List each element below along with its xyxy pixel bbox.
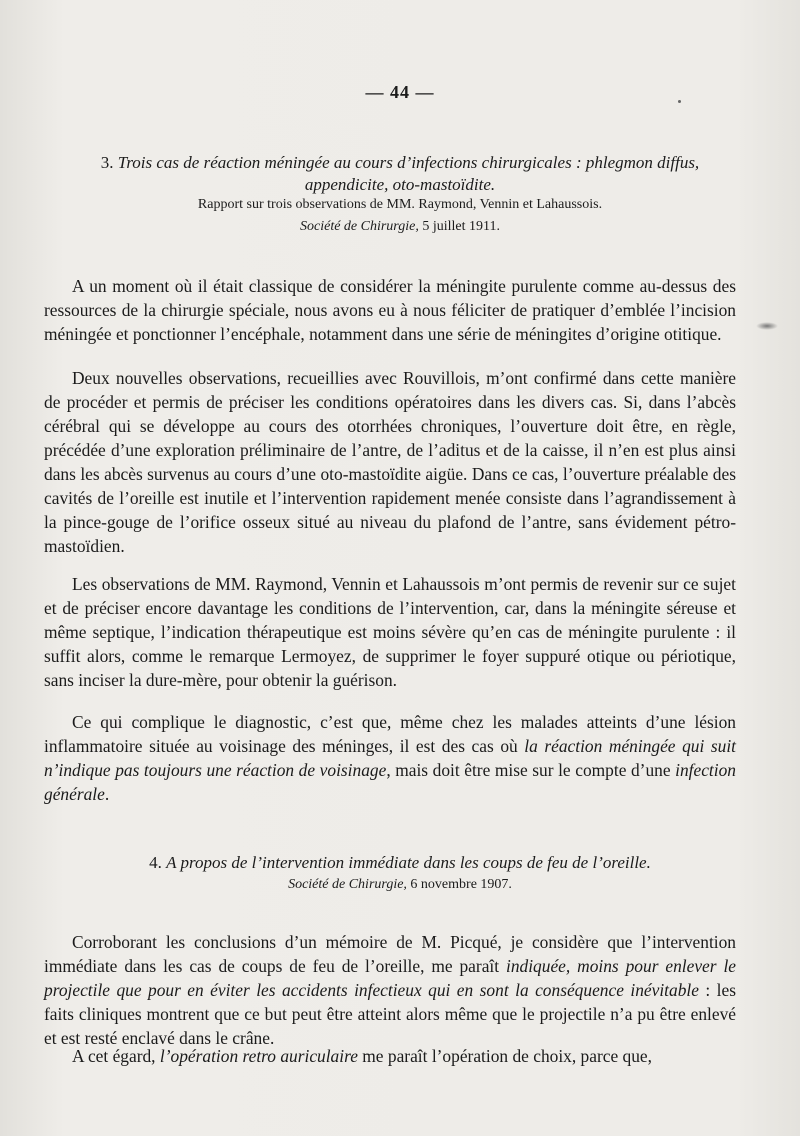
s4p2-text-c: me paraît l’opération de choix, parce que, [357, 1046, 652, 1066]
section-4-number: 4. [149, 853, 162, 872]
section-4-title [44, 852, 756, 874]
section-4-paragraph-2 [44, 1044, 736, 1068]
section-3-source [0, 218, 800, 236]
section-3-title [44, 152, 756, 196]
p4-text-e: . [104, 784, 110, 804]
report-line: Rapport sur trois observations de MM. Raymond, Vennin et Lahaussois. [197, 197, 603, 212]
p4-text-a: Ce qui complique le diagnostic, c’est que, même chez les malades atteints d’une lésion inflammatoire située au voisinage des méninges, il est des cas où [44, 712, 736, 756]
section-3-paragraph-4 [44, 710, 736, 806]
s4p2-italic-b: l’opération retro auriculaire [159, 1046, 358, 1066]
section-3-society: Société de Chirurgie, [300, 219, 419, 234]
section-3-number: 3. [100, 153, 114, 172]
section-3-date: 5 juillet 1911. [418, 219, 500, 234]
section-4-date: 6 novembre 1907. [406, 877, 512, 892]
section-3-title-line2: appendicite, oto-mastoïdite. [304, 175, 496, 194]
section-4-title-text: A propos de l’intervention immédiate dans les coups de feu de l’oreille. [166, 853, 651, 872]
section-3-title-line1: Trois cas de réaction méningée au cours d’infections chirurgicales : phlegmon diffus, [117, 153, 700, 172]
p4-italic-b: la réaction méningée qui suit n’indique pas toujours une réaction de voisinage [44, 736, 736, 780]
s4p1-italic-b: indiquée, moins pour enlever le projectile que pour en éviter les accidents infectieux qui en sont la conséquence inévitable [44, 956, 737, 1000]
section-4-paragraph-1 [44, 930, 736, 1050]
p4-text-c: , mais doit être mise sur le compte d’une [386, 760, 676, 780]
section-3-paragraph-2: Deux nouvelles observations, recueillies avec Rouvillois, m’ont confirmé dans cette manière de procéder et permis de préciser les conditions opératoires dans les divers cas. Si, dans l’abcès cérébral qui se développe au cours des otorrhées chroniques, l’ouverture doit être, en règle, précédée d’une exploration préliminaire de l’antre, de l’aditus et de la caisse, il n’en est plus ainsi dans les abcès survenus au cours d’une oto-mastoïdite aigüe. Dans ce cas, l’ouverture préalable des cavités de l’oreille est inutile et l’intervention rapidement menée consiste dans l’agrandissement à la pince-gouge de l’orifice osseux situé au niveau du plafond de l’antre, sans évidement pétro-mastoïdien. [44, 368, 736, 556]
s4p1-text-c: : les faits cliniques montrent que ce but peut être atteint alors même que le projectile n’a pu être enlevé et est resté enclavé dans le crâne. [44, 980, 737, 1048]
section-4-society: Société de Chirurgie, [288, 877, 407, 892]
s4p1-text-a: Corroborant les conclusions d’un mémoire de M. Picqué, je considère que l’intervention immédiate dans les cas de coups de feu de l’oreille, me paraît [44, 932, 736, 976]
ink-speck [756, 322, 778, 330]
p4-italic-d: infection générale [44, 760, 736, 804]
section-4-source [0, 876, 800, 894]
section-3-paragraph-1: A un moment où il était classique de considérer la méningite purulente comme au-dessus des ressources de la chirurgie spéciale, nous avons eu à nous féliciter de pratiquer d’emblée l’incision méningée et ponctionner l’encéphale, notamment dans une série de méningites d’origine otitique. [44, 276, 736, 344]
page-number: — 44 — [365, 82, 435, 102]
s4p2-text-a: A cet égard, [72, 1046, 160, 1066]
section-3-paragraph-3: Les observations de MM. Raymond, Vennin et Lahaussois m’ont permis de revenir sur ce sujet et de préciser encore davantage les conditions de l’intervention, car, dans la méningite séreuse et même septique, l’indication thérapeutique est moins sévère qu’en cas de méningite purulente : il suffit alors, comme le remarque Lermoyez, de supprimer le foyer suppuré otique ou périotique, sans inciser la dure-mère, pour obtenir la guérison. [44, 574, 736, 690]
